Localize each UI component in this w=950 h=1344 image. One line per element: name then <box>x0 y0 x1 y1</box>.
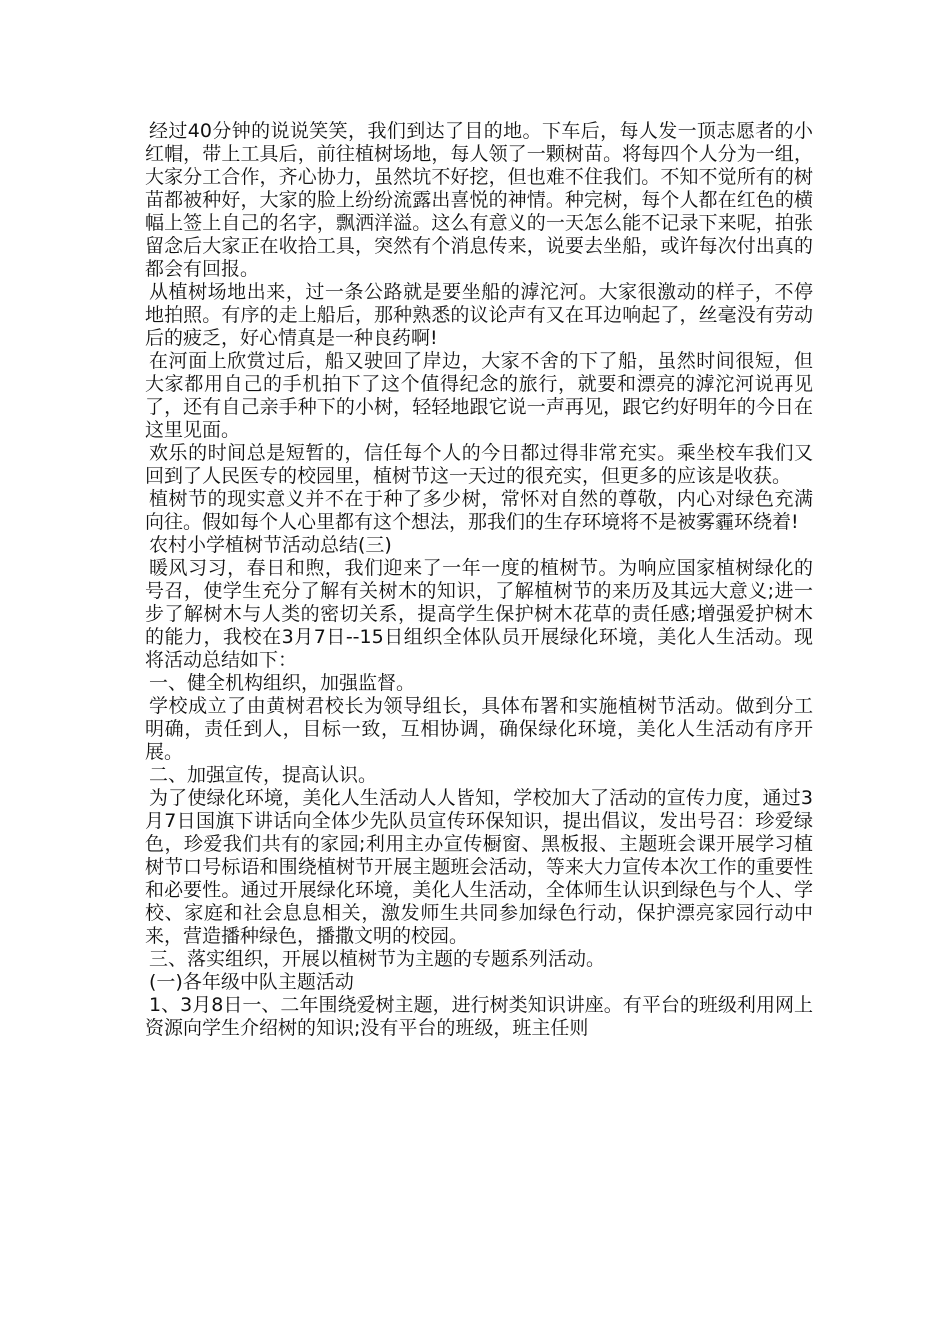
paragraph: 植树节的现实意义并不在于种了多少树，常怀对自然的尊敬，内心对绿色充满向往。假如每个人心里都有这个想法，那我们的生存环境将不是被雾霾环绕着! <box>145 488 813 533</box>
paragraph: 暖风习习，春日和煦，我们迎来了一年一度的植树节。为响应国家植树绿化的号召，使学生充分了解有关树木的知识，了解植树节的来历及其远大意义;进一步了解树木与人类的密切关系，提高学生保护树木花草的责任感;增强爱护树木的能力，我校在3月7日--15日组织全体队员开展绿化环境，美化人生活动。现将活动总结如下： <box>145 557 813 671</box>
section-heading: 农村小学植树节活动总结(三) <box>149 534 392 556</box>
paragraph: 学校成立了由黄树君校长为领导组长，具体布署和实施植树节活动。做到分工明确，责任到人，目标一致，互相协调，确保绿化环境，美化人生活动有序开展。 <box>145 695 813 763</box>
paragraph: 从植树场地出来，过一条公路就是要坐船的滹沱河。大家很激动的样子，不停地拍照。有序的走上船后，那种熟悉的议论声有又在耳边响起了，丝毫没有劳动后的疲乏，好心情真是一种良药啊! <box>145 281 813 349</box>
paragraph: 为了使绿化环境，美化人生活动人人皆知，学校加大了活动的宣传力度，通过3月7日国旗下讲话向全体少先队员宣传环保知识，提出倡议，发出号召：珍爱绿色，珍爱我们共有的家园;利用主办宣传橱窗、黑板报、主题班会课开展学习植树节口号标语和围绕植树节开展主题班会活动，等来大力宣传本次工作的重要性和必要性。通过开展绿化环境，美化人生活动，全体师生认识到绿色与个人、学校、家庭和社会息息相关，激发师生共同参加绿色行动，保护漂亮家园行动中来，营造播种绿色，播撒文明的校园。 <box>145 787 813 947</box>
document-body <box>145 120 813 1040</box>
subsection-heading: (一)各年级中队主题活动 <box>149 971 354 993</box>
paragraph: 在河面上欣赏过后，船又驶回了岸边，大家不舍的下了船，虽然时间很短，但大家都用自己的手机拍下了这个值得纪念的旅行，就要和漂亮的滹沱河说再见了，还有自己亲手种下的小树，轻轻地跟它说一声再见，跟它约好明年的今日在这里见面。 <box>145 350 813 441</box>
section-heading: 三、落实组织，开展以植树节为主题的专题系列活动。 <box>149 948 606 970</box>
section-heading: 一、健全机构组织，加强监督。 <box>149 672 416 694</box>
paragraph: 欢乐的时间总是短暂的，信任每个人的今日都过得非常充实。乘坐校车我们又回到了人民医专的校园里，植树节这一天过的很充实，但更多的应该是收获。 <box>145 442 813 487</box>
paragraph: 经过40分钟的说说笑笑，我们到达了目的地。下车后，每人发一顶志愿者的小红帽，带上工具后，前往植树场地，每人领了一颗树苗。将每四个人分为一组，大家分工合作，齐心协力，虽然坑不好挖，但也难不住我们。不知不觉所有的树苗都被种好，大家的脸上纷纷流露出喜悦的神情。种完树，每个人都在红色的横幅上签上自己的名字，飘洒洋溢。这么有意义的一天怎么能不记录下来呢，拍张留念后大家正在收拾工具，突然有个消息传来，说要去坐船，或许每次付出真的都会有回报。 <box>145 120 813 280</box>
section-heading: 二、加强宣传，提高认识。 <box>149 764 378 786</box>
paragraph: 1、3月8日一、二年围绕爱树主题，进行树类知识讲座。有平台的班级利用网上资源向学生介绍树的知识;没有平台的班级，班主任则 <box>145 994 813 1039</box>
